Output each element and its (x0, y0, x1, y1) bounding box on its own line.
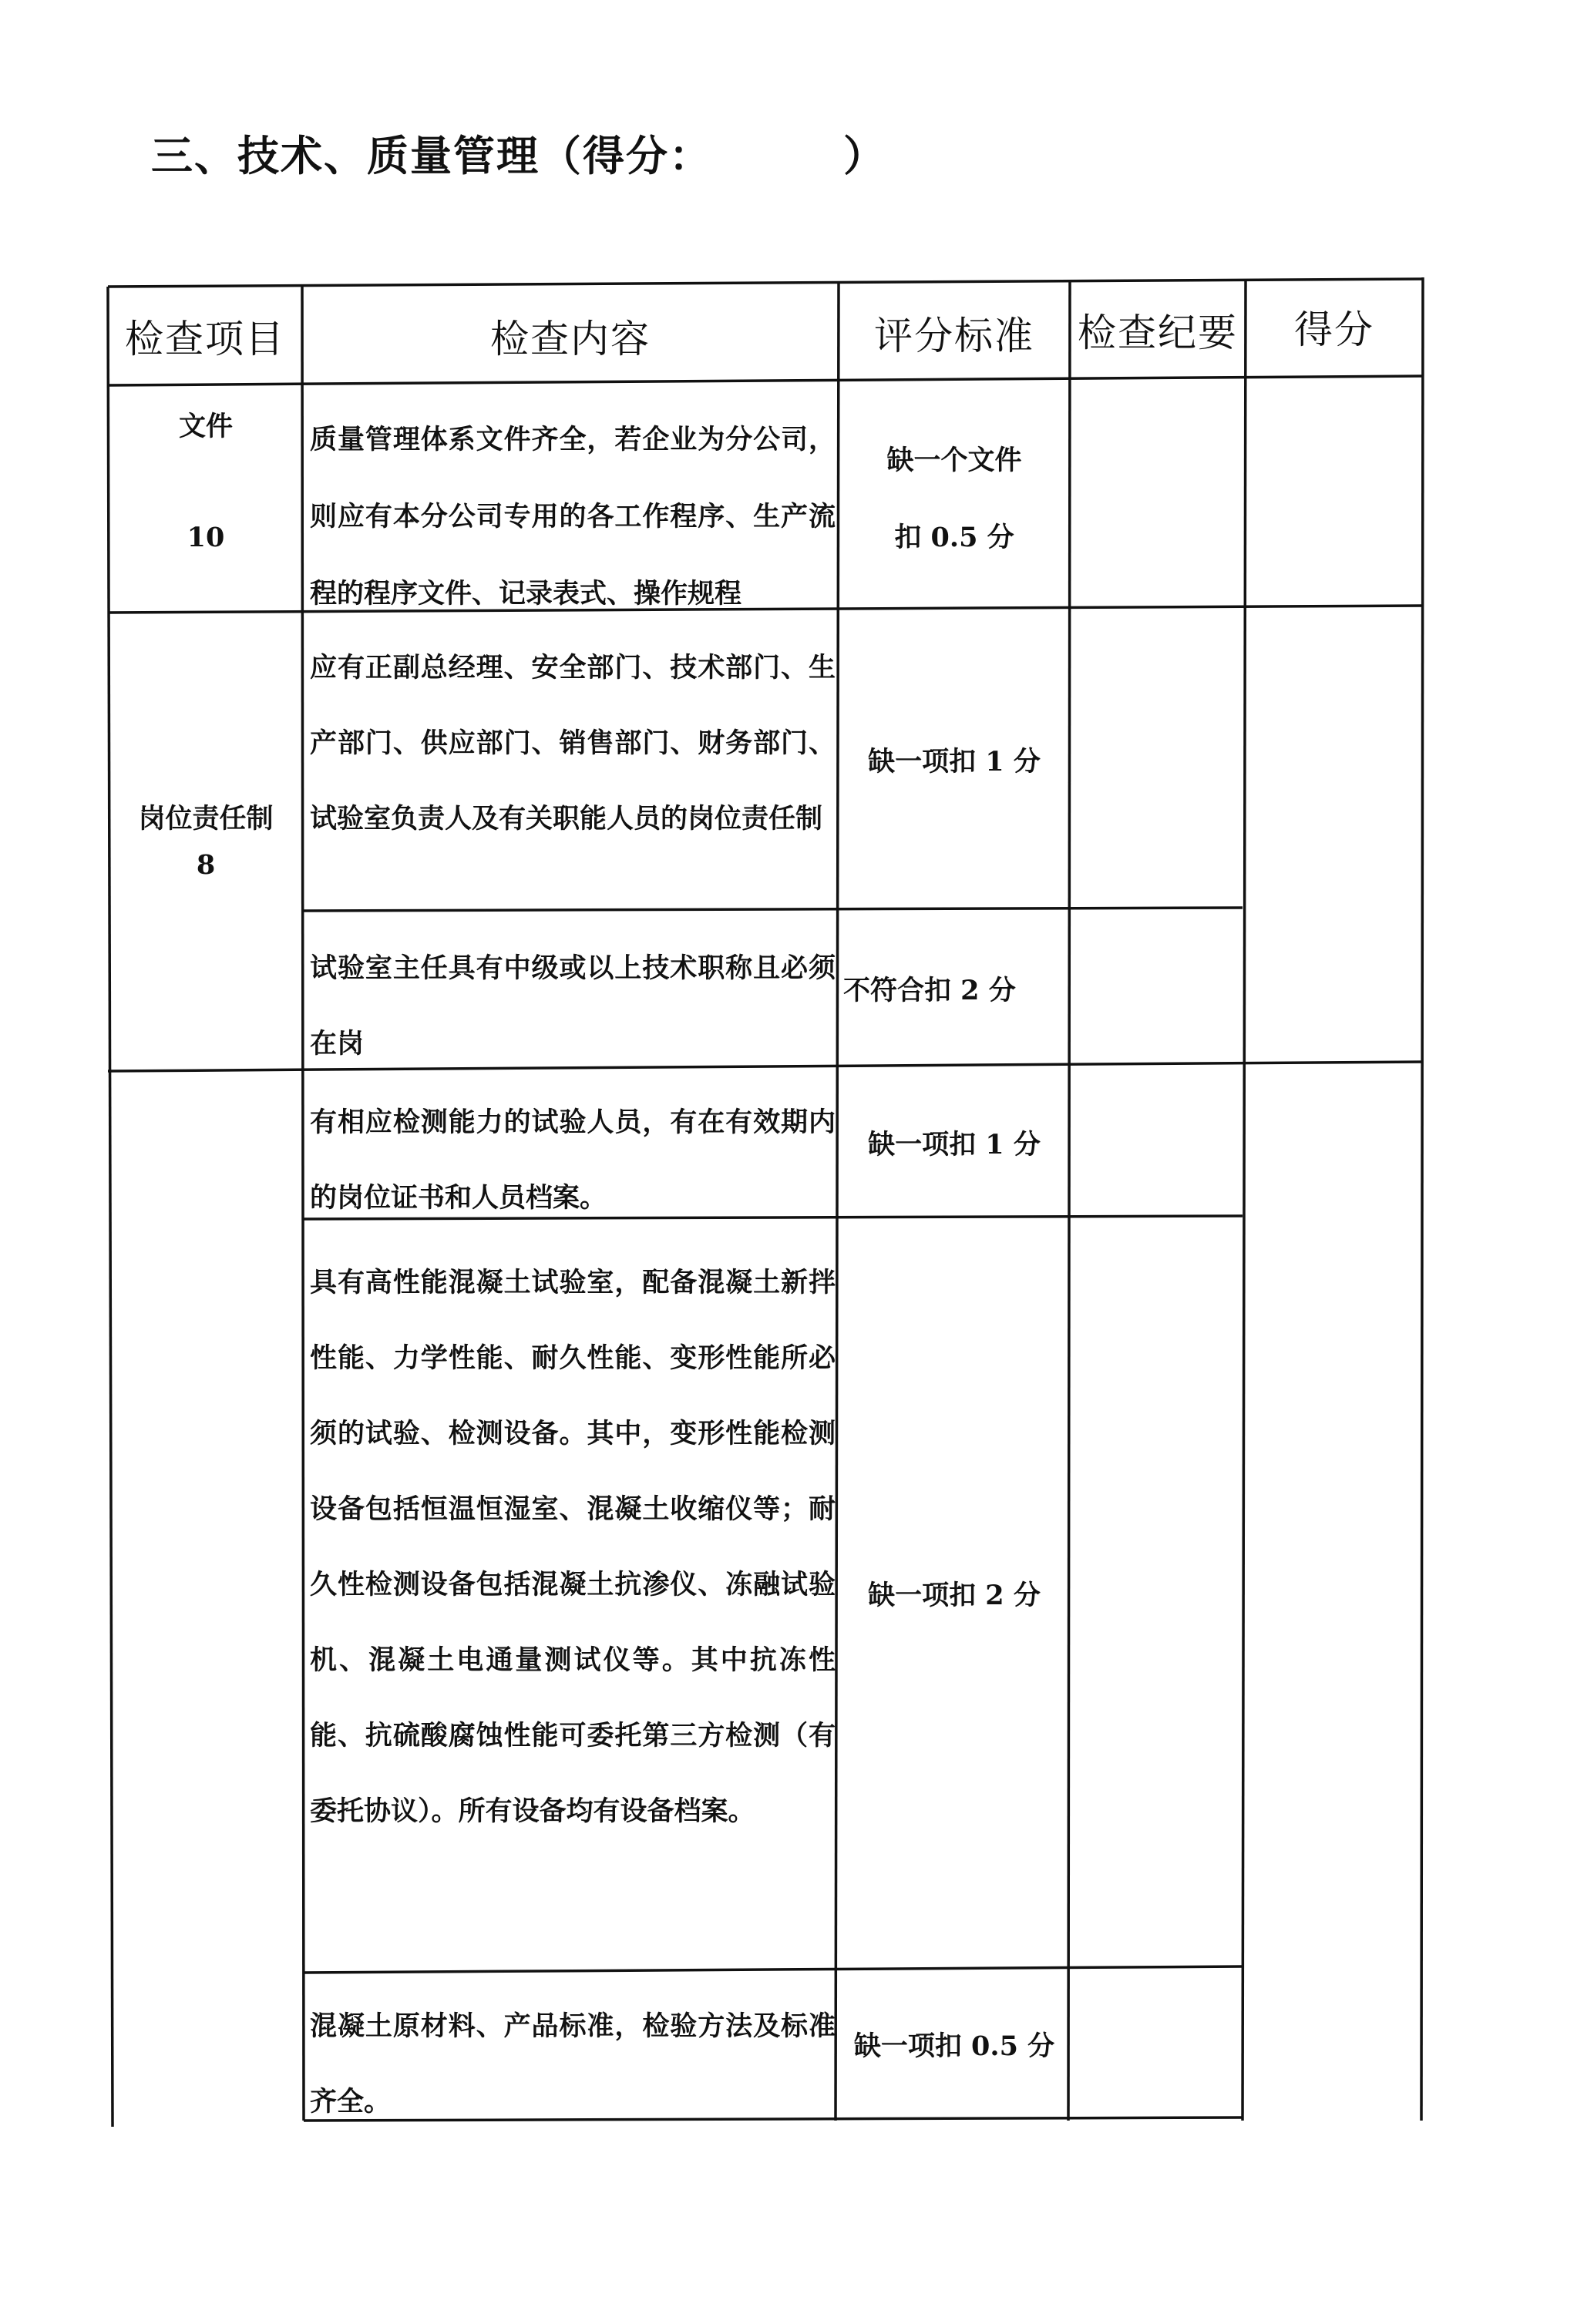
row-item-documents (109, 385, 302, 613)
row-content: 试验室主任具有中级或以上技术职称且必须在岗 (310, 952, 836, 1060)
row-standard: 缺一项扣 2 分 (868, 1580, 1041, 1611)
header-standard: 评分标准 (874, 314, 1034, 358)
row-standard-line1: 缺一个文件 (886, 444, 1022, 476)
row-item-label: 文件 (178, 411, 233, 442)
row-item-responsibility (109, 613, 302, 1071)
header-score: 得分 (1294, 307, 1374, 352)
header-notes: 检查纪要 (1078, 311, 1238, 355)
row-standard: 缺一项扣 0.5 分 (853, 2030, 1055, 2062)
section-title: 三、技术、质量管理（得分： (151, 132, 712, 180)
row-content: 质量管理体系文件齐全，若企业为分公司，则应有本分公司专用的各工作程序、生产流程的程序文件、记录表式、操作规程 (310, 424, 836, 610)
header-content: 检查内容 (490, 317, 651, 361)
row-item-label: 岗位责任制 (138, 802, 274, 835)
row-item-points: 8 (196, 848, 216, 881)
row-content: 混凝土原材料、产品标准，检验方法及标准齐全。 (310, 2010, 836, 2117)
row-content: 应有正副总经理、安全部门、技术部门、生产部门、供应部门、销售部门、财务部门、试验室负责人及有关职能人员的岗位责任制 (310, 652, 836, 835)
row-standard: 不符合扣 2 分 (843, 975, 1016, 1006)
row-standard (839, 385, 1070, 613)
row-standard: 缺一项扣 1 分 (868, 1129, 1041, 1160)
row-content: 具有高性能混凝土试验室，配备混凝土新拌性能、力学性能、耐久性能、变形性能所必须的试验、检测设备。其中，变形性能检测设备包括恒温恒湿室、混凝土收缩仪等；耐久性检测设备包括混凝土抗渗仪、冻融试验机、混凝土电通量测试仪等。其中抗冻性能、抗硫酸腐蚀性能可委托第三方检测（有委托协议）。所有设备均有设备档案。 (310, 1267, 836, 1827)
row-standard: 缺一项扣 1 分 (868, 745, 1041, 777)
row-item-points: 10 (187, 522, 225, 553)
section-title-close: ） (843, 132, 886, 180)
header-item: 检查项目 (125, 317, 285, 361)
row-content: 有相应检测能力的试验人员，有在有效期内的岗位证书和人员档案。 (310, 1107, 836, 1214)
row-standard-line2: 扣 0.5 分 (894, 521, 1014, 553)
